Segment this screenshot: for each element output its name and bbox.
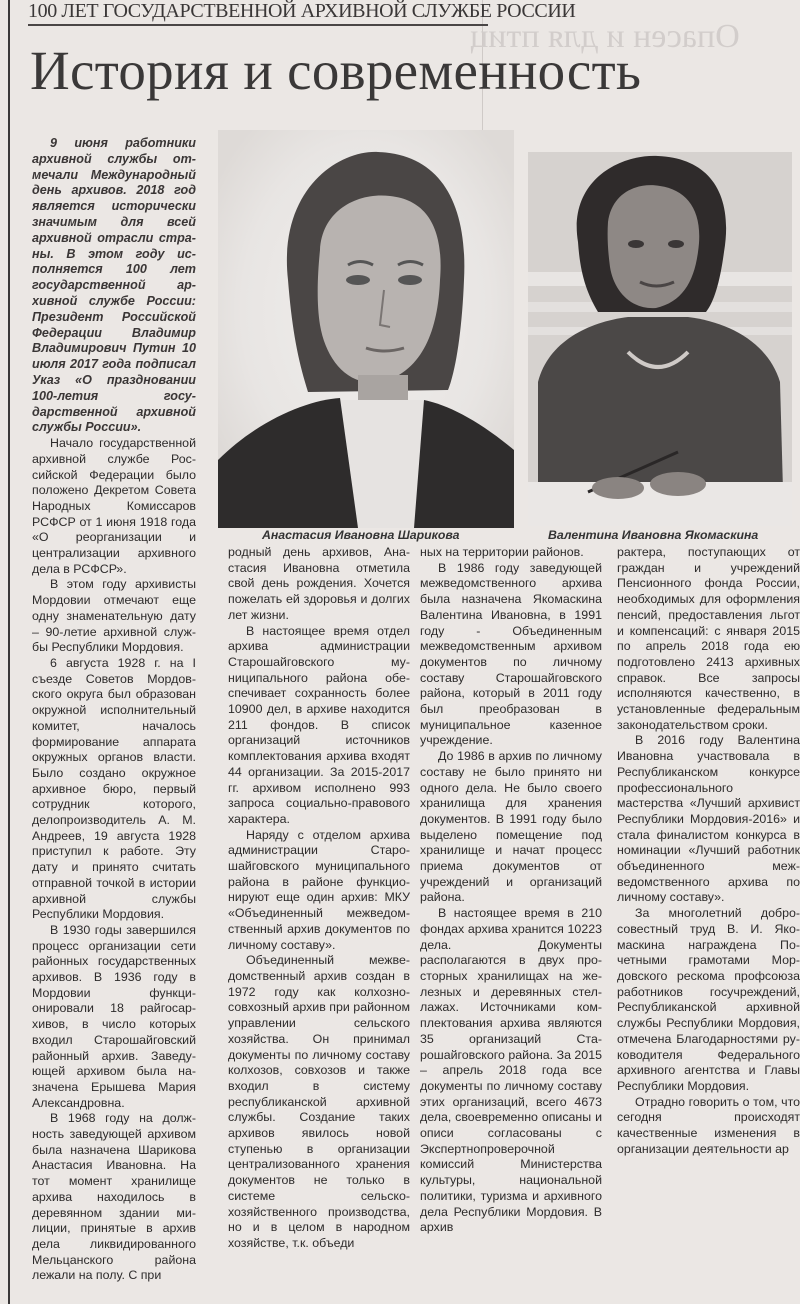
paragraph: В 1986 году заведующей межведомственного архива была назначена Якомаскина Валентина Ивановна, в 1991 году - Объединенным межведомственным архивом документов по личному составу Старошайговского района, который в 2011 году был преобразован в муниципальное казенное учреждение. (420, 560, 602, 748)
article-headline: История и современность (30, 40, 642, 101)
paragraph: Объединенный межведомственный архив создан в 1972 году как колхозносовхозный архив при районном управлении сельского хозяйства. Он принимал документы по личному составу колхозов, совхозов и также входил в систему республиканской архивной службы. Создание таких архивов явилось новой ступенью в организации централизованного хранения документов не только в системе сельскохозяйственного производства, но и в целом в народном хозяйстве, т.к. объеди (228, 953, 410, 1250)
portrait-photo-yakomaskina (528, 152, 792, 526)
paragraph-continuation: родный день архивов, Анастасия Ивановна отметила свой день рождения. Хочется пожелать ей здоровья и долгих лет жизни. (228, 545, 410, 622)
paragraph: В 1968 году на должность заведующей архивом была назначена Шарикова Анастасия Ивановна. На тот момент хранилище архива находилось в деревянном здании милиции, принятые в архив дела ликвидированного Мельцанского района лежали на полу. С при (32, 1111, 196, 1283)
portrait-illustration (528, 152, 792, 526)
article-column-2 (228, 545, 410, 1304)
article-column-3 (420, 545, 602, 1304)
paragraph: До 1986 в архив по личному составу не было принято ни одного дела. Не было своего хранилища для хранения документов. В 1991 году было выделено помещение под хранилище и начат процесс приема документов от учреждений и организаций района. (420, 749, 602, 905)
article-column-4 (617, 545, 800, 1304)
paragraph-continuation: ных на территории районов. (420, 545, 584, 559)
paragraph: В этом году архивисты Мордовии отмечают еще одну знаменательную дату – 90-летие архивной службы Республики Мордовия. (32, 577, 196, 655)
paragraph: В настоящее время в 210 фондах архива хранится 10223 дела. Документы располагаются в двух просторных хранилищах на железных и деревянных стеллажах. Источниками комплектования архива являются 35 организаций Старошайговского района. За 2015 – апрель 2018 года все документы по личному составу этих организаций, всего 4673 дела, своевременно описаны и описи согласованы с Экспертнопроверочной комиссий Министерства культуры, национальной политики, туризма и архивного дела Республики Мордовия. В архив (420, 906, 602, 1235)
photo-caption: Анастасия Ивановна Шарикова (262, 528, 460, 542)
paragraph: За многолетний добросовестный труд В. И. Якомаскина награждена Почетными грамотами Мордовского рескома профсоюза работников госучреждений, Республиканской архивной службы Республики Мордовия, отмечена Благодарностями руководителя Федерального архивного агентства и Главы Республики Мордовия. (617, 906, 800, 1093)
paragraph: Начало государственной архивной службе Российской Федерации было положено Декретом Совета Народных Комиссаров РСФСР от 1 июня 1918 года «О реорганизации и централизации архивного дела в РСФСР». (32, 436, 196, 576)
article-column-1 (32, 136, 196, 1304)
photo-caption: Валентина Ивановна Якомаскина (548, 528, 759, 542)
portrait-illustration (218, 130, 514, 528)
paragraph: В настоящее время отдел архива администрации Старошайговского муниципального района обеспечивает сохранность более 10900 дел, в архиве находится 211 фондов. В список организаций источников комплектования архива входят 44 организации. За 2015-2017 гг. архивом исполнено 993 запроса социально-правового характера. (228, 623, 410, 826)
paragraph: В 1930 годы завершился процесс организации сети районных государственных архивов. В 1936 году в Мордовии функционировали 18 райгосархивов, в число которых входил Старошайговский районный архив. Заведующей архивом была назначена Ерышева Мария Александровна. (32, 922, 196, 1110)
portrait-photo-sharikova (218, 130, 514, 528)
paragraph: Наряду с отделом архива администрации Старошайговского муниципального района в районе функционируют еще один архив: МКУ «Объединенный межведомственный архив документов по личному составу». (228, 827, 410, 952)
paragraph: 6 августа 1928 г. на I съезде Советов Мордовского округа был образован окружной исполнительный комитет, началось формирование аппарата окружных органов власти. Было создано окружное архивное бюро, первый сотрудник которого, делопроизводитель А. М. Андреев, 19 августа 1928 приступил к работе. Эту дату и принято считать отправной точкой в истории архивной службы Республики Мордовия. (32, 655, 196, 922)
paragraph: В 2016 году Валентина Ивановна участвовала в Республиканском конкурсе профессионального мастерства «Лучший архивист Республики Мордовия-2016» и стала финалистом конкурса в номинации «Лучший работник объединенного межведомственного архива по личному составу». (617, 733, 800, 905)
section-rubric: 100 ЛЕТ ГОСУДАРСТВЕННОЙ АРХИВНОЙ СЛУЖБЕ РОССИИ (28, 0, 488, 26)
column-rule (8, 0, 10, 1304)
paragraph-continuation: рактера, поступающих от граждан и учреждений Пенсионного фонда России, необходимых для оформления пенсий, предоставления льгот и компенсаций: с января 2015 по апрель 2018 года ею подготовлено 2413 архивных справок. Все запросы исполняются качественно, в установленные федеральным законодательством сроки. (617, 545, 800, 732)
paragraph: Отрадно говорить о том, что сегодня происходят качественные изменения в организации деятельности ар (617, 1094, 800, 1156)
article-lead: 9 июня работники архивной службы отмечали Международный день архивов. 2018 год является исторически значимым для всей архивной отрасли страны. В этом году исполняется 100 лет государственной архивной службе России: Президент Российской Федерации Владимир Владимирович Путин 10 июля 2017 года подписал Указ «О праздновании 100-летия государственной архивной службы России». (32, 136, 196, 435)
bleed-through-text: Опасен и для птиц (470, 18, 740, 55)
